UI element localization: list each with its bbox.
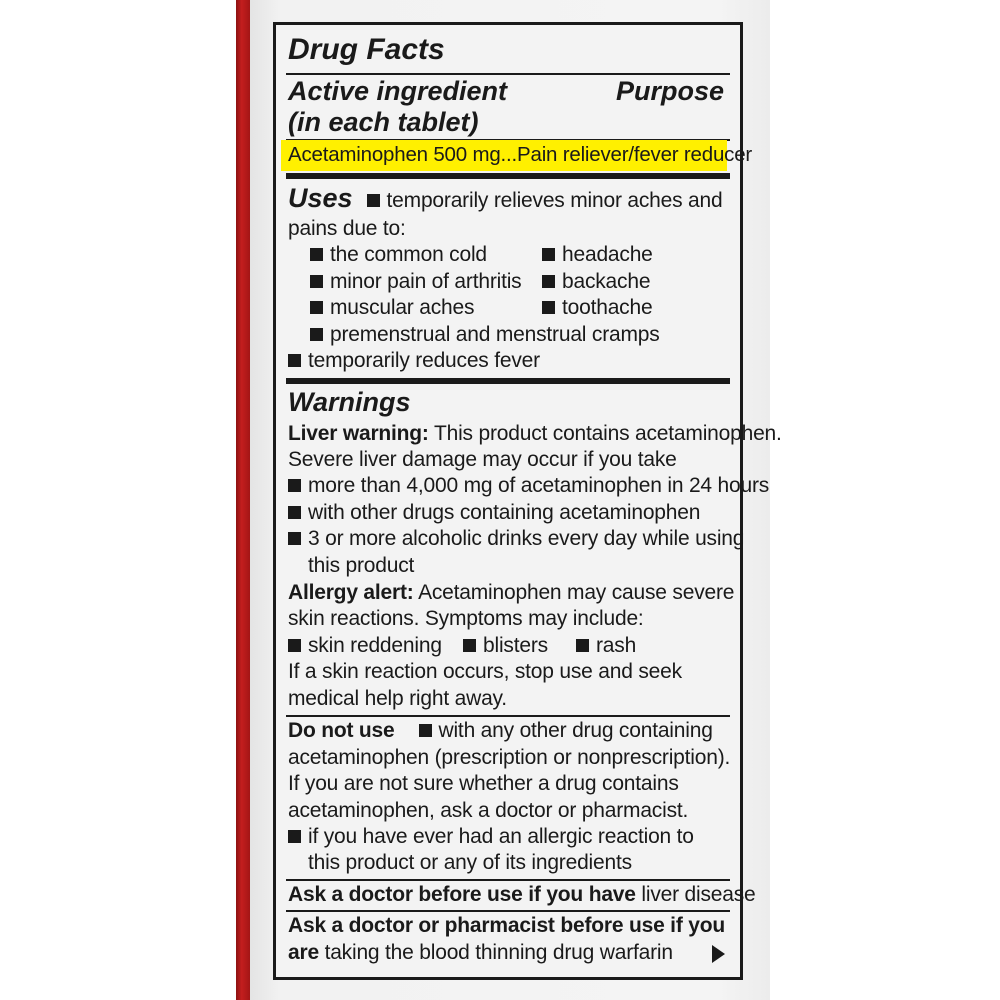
uses-intro-line2: pains due to: (288, 217, 406, 240)
bullet-icon (367, 194, 380, 207)
uses-item-backache: backache (542, 270, 650, 294)
active-ingredient-heading: Active ingredient (288, 76, 508, 106)
package-red-edge (236, 0, 250, 1000)
symptom-skin-reddening: skin reddening (288, 634, 442, 658)
bullet-icon (542, 248, 555, 261)
ask-pharmacist-line1: Ask a doctor or pharmacist before use if you (288, 914, 725, 937)
symptom-blisters: blisters (463, 634, 548, 658)
uses-item-cramps: premenstrual and menstrual cramps (310, 323, 660, 347)
do-not-use-line1: Do not use with any other drug containing (288, 719, 713, 742)
ask-pharmacist-line2: are taking the blood thinning drug warfarin (288, 941, 673, 964)
uses-heading-line (288, 183, 723, 214)
allergy-alert-line2: skin reactions. Symptoms may include: (288, 607, 644, 630)
active-ingredient-subheading: (in each tablet) (288, 107, 479, 137)
do-not-use-item2-line1: if you have ever had an allergic reaction to (288, 825, 694, 849)
uses-item-common-cold: the common cold (310, 243, 487, 267)
title-rule (286, 73, 730, 75)
uses-item-muscular-aches: muscular aches (310, 296, 474, 320)
drug-facts-panel (273, 22, 782, 980)
bullet-icon (542, 275, 555, 288)
reaction-line2: medical help right away. (288, 687, 507, 710)
do-not-use-label: Do not use (288, 719, 395, 742)
uses-item-fever: temporarily reduces fever (288, 349, 540, 373)
bullet-icon (288, 639, 301, 652)
bullet-icon (419, 724, 432, 737)
bullet-icon (288, 354, 301, 367)
bullet-icon (576, 639, 589, 652)
ingredient-line: Acetaminophen 500 mg...Pain reliever/fever reducer (288, 143, 753, 166)
uses-item-headache: headache (542, 243, 653, 267)
liver-item-other-drugs: with other drugs containing acetaminophen (288, 501, 700, 525)
ask-doctor-line: Ask a doctor before use if you have liver disease (288, 883, 756, 906)
bullet-icon (310, 328, 323, 341)
warnings-heading: Warnings (288, 387, 411, 417)
purpose-heading: Purpose (615, 76, 724, 106)
bullet-icon (310, 301, 323, 314)
bullet-icon (288, 830, 301, 843)
symptom-rash: rash (576, 634, 636, 658)
do-not-use-line2: acetaminophen (prescription or nonprescription). (288, 746, 731, 769)
warnings-rule (286, 715, 730, 717)
liver-warning-line2: Severe liver damage may occur if you take (288, 448, 677, 471)
bullet-icon (310, 275, 323, 288)
bullet-icon (463, 639, 476, 652)
bullet-icon (310, 248, 323, 261)
do-not-use-rule (286, 879, 730, 881)
uses-section-divider (286, 378, 730, 384)
allergy-alert-line1: Allergy alert: Acetaminophen may cause severe (288, 581, 735, 604)
bullet-icon (288, 532, 301, 545)
uses-intro-line1: temporarily relieves minor aches and (367, 189, 723, 212)
bullet-icon (288, 479, 301, 492)
do-not-use-item2-line2: this product or any of its ingredients (308, 851, 632, 874)
uses-item-toothache: toothache (542, 296, 652, 320)
liver-warning-line1: Liver warning: This product contains acetaminophen. (288, 422, 782, 445)
bullet-icon (542, 301, 555, 314)
bullet-icon (288, 506, 301, 519)
liver-item-alcohol-cont: this product (308, 554, 415, 577)
uses-item-arthritis: minor pain of arthritis (310, 270, 521, 294)
uses-heading: Uses (288, 183, 353, 213)
do-not-use-line4: acetaminophen, ask a doctor or pharmacist. (288, 799, 689, 822)
reaction-line1: If a skin reaction occurs, stop use and seek (288, 660, 682, 683)
liver-item-4000mg: more than 4,000 mg of acetaminophen in 24 hours (288, 474, 769, 498)
ask-doctor-rule (286, 910, 730, 912)
drug-facts-title: Drug Facts (288, 33, 445, 66)
do-not-use-line3: If you are not sure whether a drug contains (288, 772, 679, 795)
continue-arrow-icon (712, 945, 725, 963)
liver-item-alcohol: 3 or more alcoholic drinks every day while using (288, 527, 744, 551)
active-section-divider (286, 173, 730, 179)
